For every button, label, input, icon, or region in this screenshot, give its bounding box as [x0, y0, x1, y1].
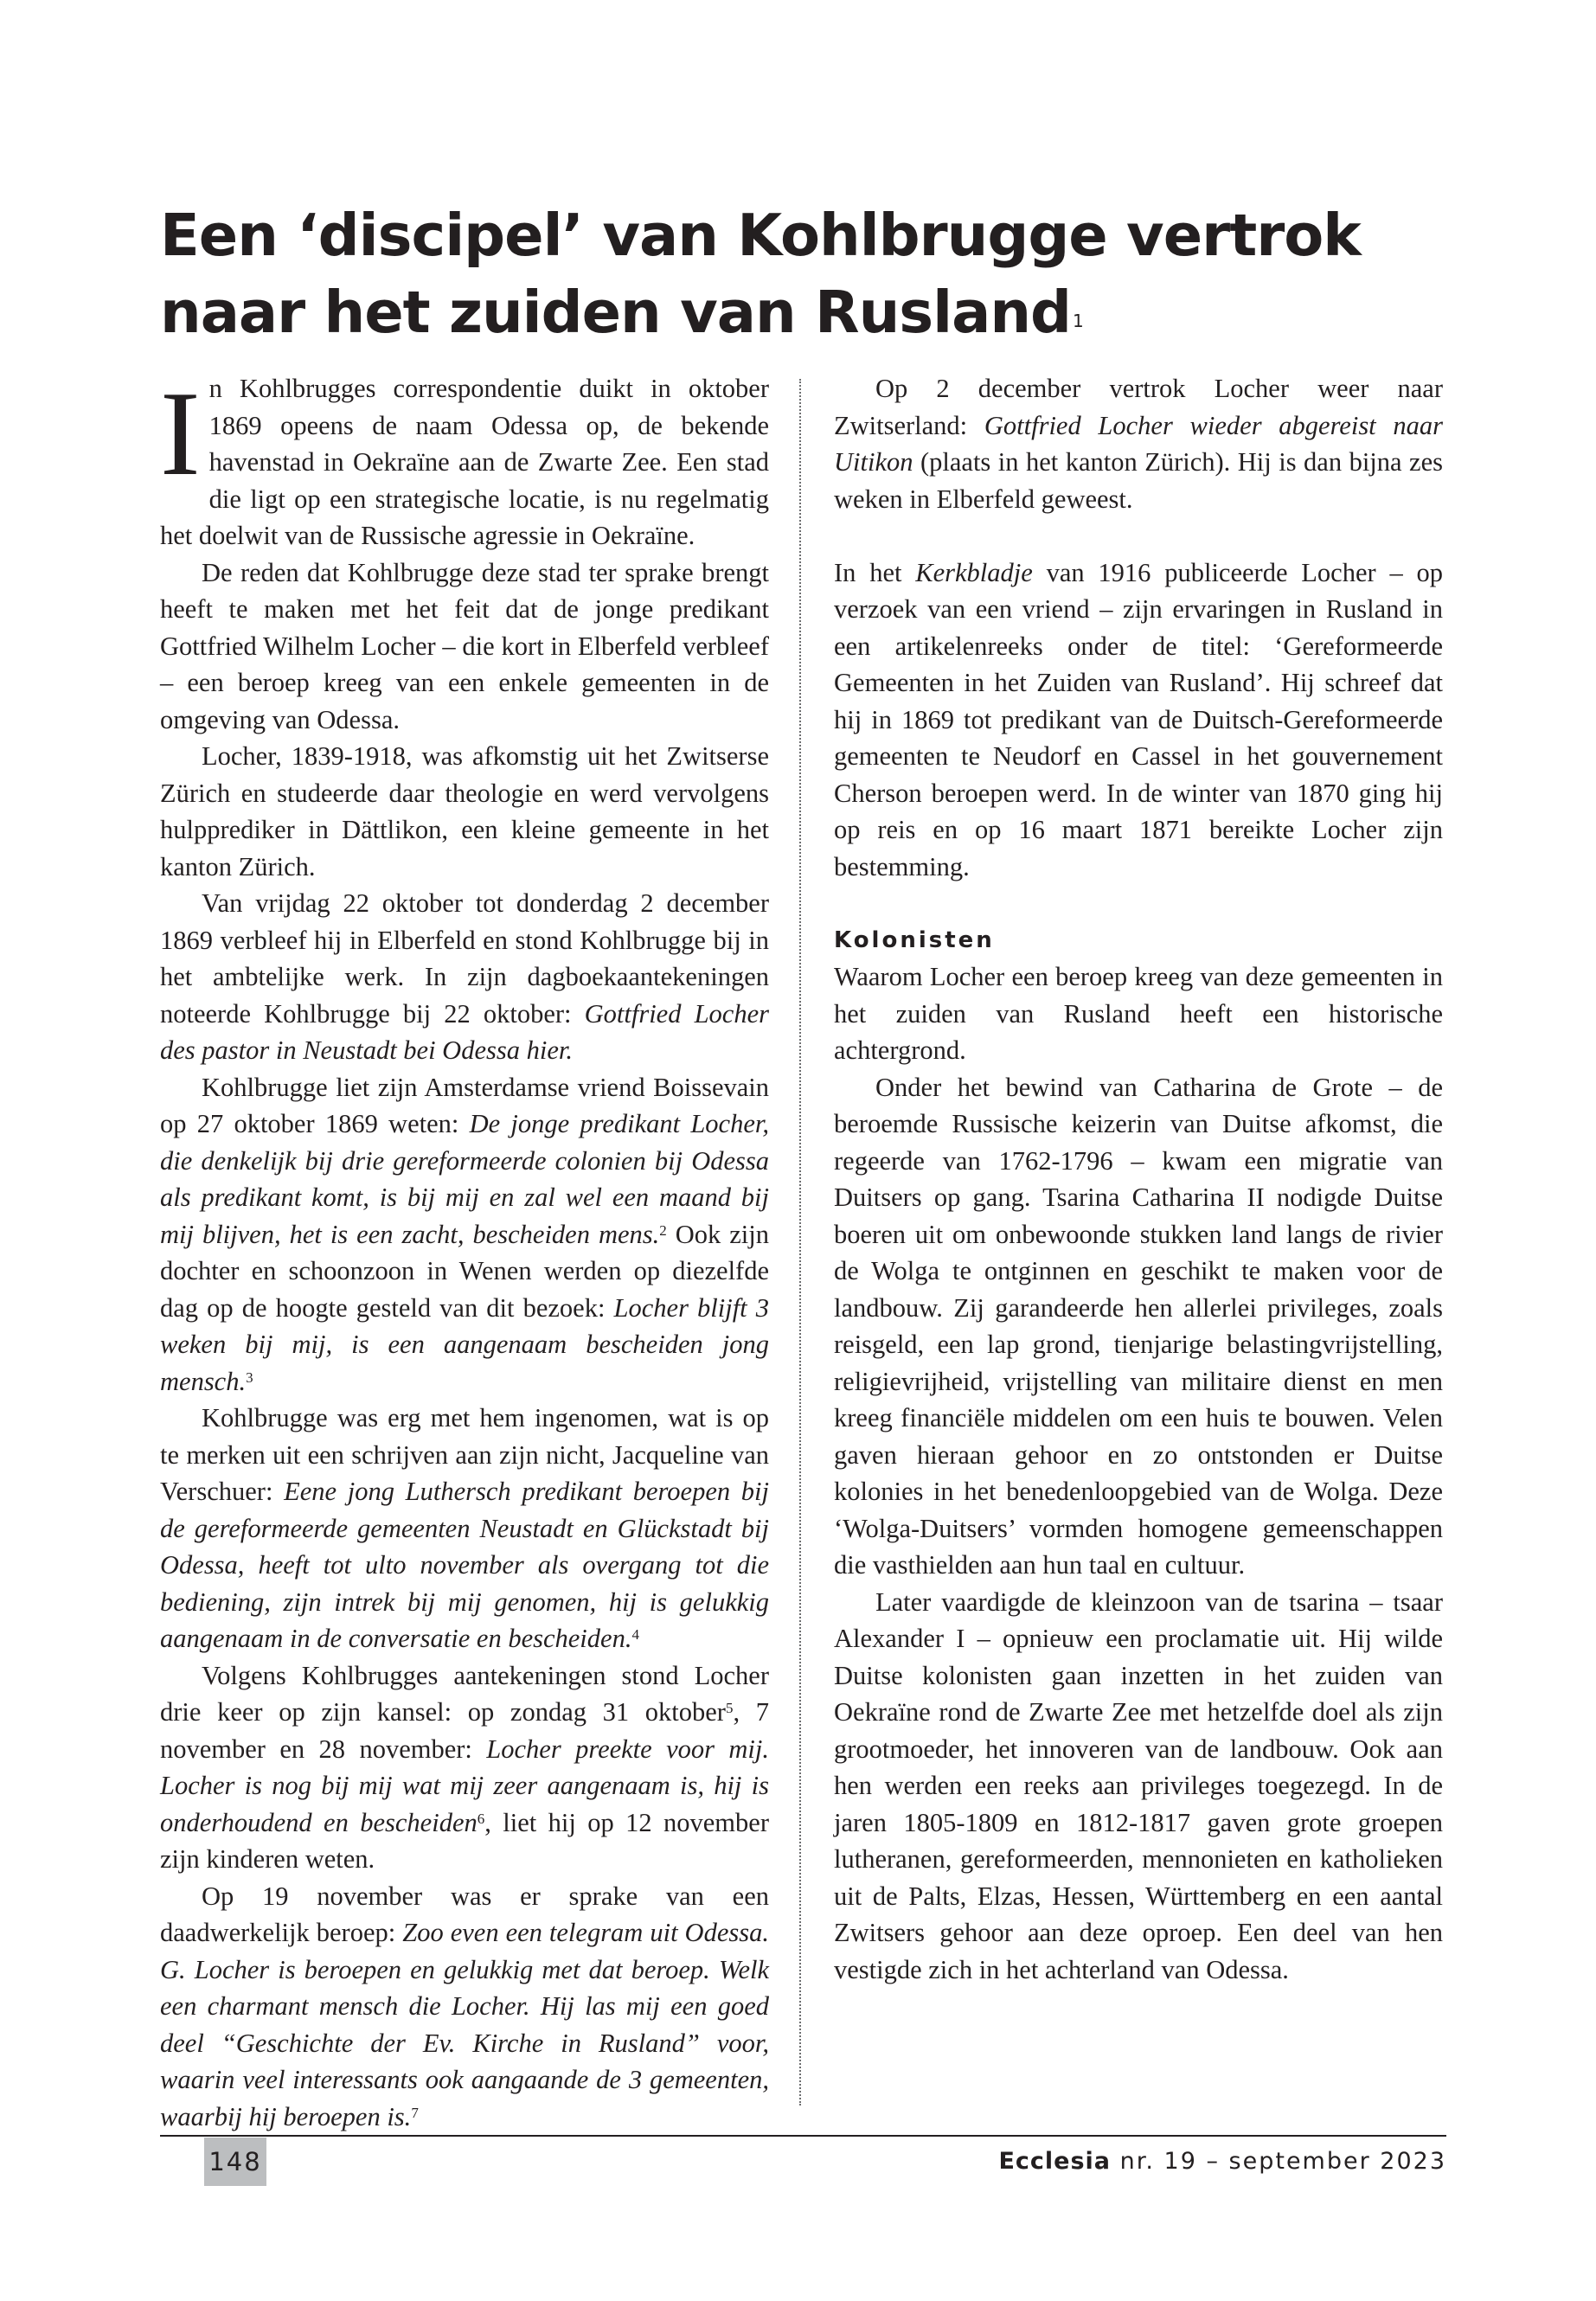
paragraph-text: Van vrijdag 22 oktober tot donderdag 2 december 1869 verbleef hij in Elberfeld en stond Kohlbrugge bij in het ambtelijke werk. In zijn dagboekaantekeningen noteerde Kohlbrugge bij 22 oktober: — [160, 888, 769, 1029]
column-divider — [799, 379, 801, 2106]
article-title-text: Een ‘discipel’ van Kohlbrugge vertrok naar het zuiden van Rusland — [160, 202, 1361, 346]
quotation: De jonge predikant Locher, die denkelijk bij drie gereformeerde colonien bij Odessa als predikant komt, is bij mij en zal wel een maand bij mij blijven, het is een zacht, bescheiden mens. — [160, 1109, 769, 1249]
journal-issue: nr. 19 – september 2023 — [1111, 2148, 1446, 2175]
paragraph — [160, 1400, 769, 1657]
paragraph-text: van 1916 publiceerde Locher – op verzoek van een vriend – zijn ervaringen in Rusland in een artikelenreeks onder de titel: ‘Gereformeerde Gemeenten in het Zuiden van Rusland’. Hij schreef dat hij in 1869 tot predikant van de Duitsch-Gereformeerde gemeenten te Neudorf en Cassel in het gouvernement Cherson beroepen werd. In de winter van 1870 ging hij op reis en op 16 maart 1871 bereikte Locher zijn bestemming. — [834, 557, 1443, 881]
paragraph — [160, 738, 769, 885]
quotation: Zoo even een telegram uit Odessa. G. Locher is beroepen en gelukkig met dat beroep. Welk een charmant mensch die Locher. Hij las mij een goed deel “Geschichte der Ev. Kirche in Rusland” voor, waarin veel interessants ook aangaande de 3 gemeenten, waarbij hij beroepen is. — [160, 1918, 769, 2131]
paragraph-text: Locher, 1839-1918, was afkomstig uit het Zwitserse Zürich en studeerde daar theologie en werd vervolgens hulpprediker in Dättlikon, een kleine gemeente in het kanton Zürich. — [160, 741, 769, 881]
paragraph-text: , 7 november en 28 november: — [160, 1697, 769, 1764]
quotation: Eene jong Luthersch predikant beroepen bij de gereformeerde gemeenten Neustadt en Glückstadt bij Odessa, heeft tot ulto november als overgang tot die bediening, zijn intrek bij mij genomen, hij is gelukkig aangenaam in de conversatie en bescheiden. — [160, 1477, 769, 1653]
title-footnote-ref[interactable]: 1 — [1072, 311, 1083, 331]
paragraph — [834, 554, 1443, 886]
paragraph-text: Op 2 december vertrok Locher weer naar Zwitserland: — [834, 374, 1443, 440]
paragraph — [160, 1878, 769, 2136]
paragraph-text: Onder het bewind van Catharina de Grote – de beroemde Russische keizerin van Duitse afkomst, die regeerde van 1762-1796 – kwam een migratie van Duitsers op gang. Tsarina Catharina II nodigde Duitse boeren uit om onbewoonde stukken land langs de rivier de Wolga te ontginnen en geschikt te maken voor de landbouw. Zij garandeerde hen allerlei privileges, zoals reisgeld, een lap grond, tienjarige belastingvrijstelling, religievrijheid, vrijstelling van militaire dienst en men kreeg financiële middelen om een huis te bouwen. Velen gaven hieraan gehoor en zo ontstonden er Duitse kolonies in het benedenloopgebied van de Wolga. Deze ‘Wolga-Duitsers’ vormden homogene gemeenschappen die vasthielden aan hun taal en cultuur. — [834, 1072, 1443, 1580]
paragraph-text: Ook zijn dochter en schoonzoon in Wenen werden op diezelfde dag op de hoogte gesteld van dit bezoek: — [160, 1219, 769, 1323]
section-heading: Kolonisten — [834, 926, 995, 953]
paragraph-text: Later vaardigde de kleinzoon van de tsarina – tsaar Alexander I – opnieuw een proclamatie uit. Hij wilde Duitse kolonisten gaan inzetten in het zuiden van Oekraïne rond de Zwarte Zee met hetzelfde doel als zijn grootmoeder, het innoveren van de landbouw. Ook aan hen werden een reeks aan privileges toegezegd. In de jaren 1805-1809 en 1812-1817 gaven grote groepen lutheranen, gereformeerden, mennonieten en katholieken uit de Palts, Elzas, Hessen, Württemberg en een aantal Zwitsers gehoor aan deze oproep. Een deel van hen vestigde zich in het achterland van Odessa. — [834, 1586, 1443, 1984]
paragraph-text: Waarom Locher een beroep kreeg van deze gemeenten in het zuiden van Rusland heeft een historische achtergrond. — [834, 962, 1443, 1065]
paragraph-text: Op 19 november was er sprake van een daadwerkelijk beroep: — [160, 1881, 769, 1947]
journal-info — [998, 2141, 1446, 2182]
page-number: 148 — [204, 2138, 266, 2186]
publication-title: Kerkbladje — [915, 557, 1033, 587]
paragraph — [834, 958, 1443, 1069]
quotation: Locher blijft 3 weken bij mij, is een aangenaam bescheiden jong mensch. — [160, 1292, 769, 1396]
paragraph-text: , liet hij op 12 november zijn kinderen weten. — [160, 1807, 769, 1874]
paragraph-text: Volgens Kohlbrugges aantekeningen stond Locher drie keer op zijn kansel: op zondag 31 oktober — [160, 1660, 769, 1727]
paragraph — [834, 1584, 1443, 1989]
footnote-ref[interactable]: 6 — [477, 1810, 485, 1827]
quotation: Locher preekte voor mij. Locher is nog bij mij wat mij zeer aangenaam is, hij is onderhoudend en bescheiden — [160, 1734, 770, 1837]
paragraph-text: n Kohlbrugges correspondentie duikt in oktober 1869 opeens de naam Odessa op, de bekende havenstad in Oekraïne aan de Zwarte Zee. Een stad die ligt op een strategische locatie, is nu regelmatig het doelwit van de Russische agressie in Oekraïne. — [160, 374, 769, 550]
paragraph — [160, 554, 769, 739]
footnote-ref[interactable]: 4 — [631, 1626, 639, 1643]
footnote-ref[interactable]: 2 — [659, 1221, 667, 1239]
paragraph — [160, 1069, 769, 1400]
journal-name: Ecclesia — [998, 2148, 1112, 2175]
paragraph — [160, 367, 769, 554]
footnote-ref[interactable]: 3 — [246, 1368, 253, 1386]
right-column — [834, 370, 1443, 1988]
quotation: Gottfried Locher wieder abgereist naar Uitikon — [834, 410, 1443, 477]
paragraph — [160, 1657, 769, 1878]
paragraph — [834, 370, 1443, 517]
left-column — [160, 367, 770, 2135]
paragraph-text: In het — [834, 557, 916, 587]
drop-cap: I — [160, 367, 201, 501]
article-title — [160, 197, 1458, 351]
paragraph-text: (plaats in het kanton Zürich). Hij is dan bijna zes weken in Elberfeld geweest. — [834, 447, 1443, 514]
footnote-ref[interactable]: 5 — [725, 1700, 734, 1716]
paragraph-text: De reden dat Kohlbrugge deze stad ter sprake brengt heeft te maken met het feit dat de jonge predikant Gottfried Wilhelm Locher – die kort in Elberfeld verbleef – een beroep kreeg van een enkele gemeenten in de omgeving van Odessa. — [160, 557, 769, 734]
paragraph — [834, 1069, 1443, 1584]
paragraph-text: Kohlbrugge was erg met hem ingenomen, wat is op te merken uit een schrijven aan zijn nicht, Jacqueline van Verschuer: — [160, 1403, 769, 1506]
paragraph-text: Kohlbrugge liet zijn Amsterdamse vriend Boissevain op 27 oktober 1869 weten: — [160, 1072, 769, 1138]
paragraph — [160, 885, 769, 1069]
footer-rule — [160, 2135, 1446, 2137]
footnote-ref[interactable]: 7 — [411, 2104, 419, 2121]
quotation: Gottfried Locher des pastor in Neustadt bei Odessa hier. — [160, 998, 769, 1065]
